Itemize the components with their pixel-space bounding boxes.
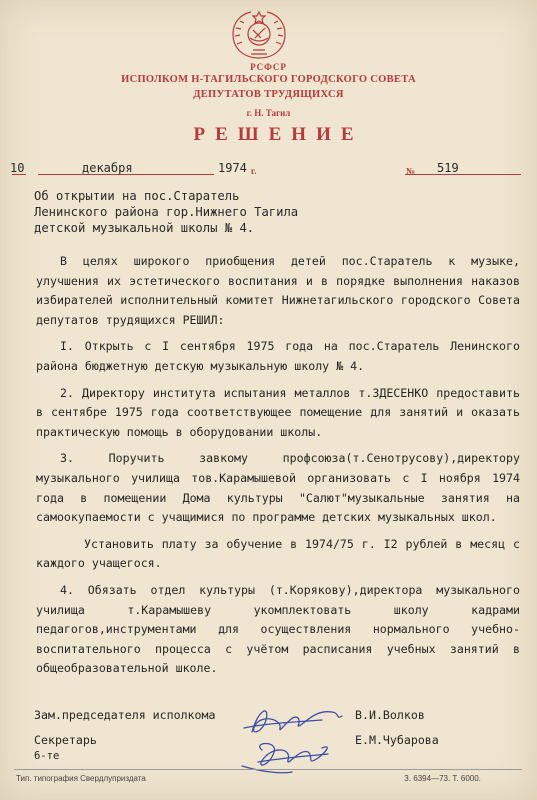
printer-imprint: Тип. типография Свердлуприздата [16,774,146,783]
subject-line: Об открытии на пос.Старатель [34,189,240,203]
subject-block [34,188,298,236]
number-label: № [406,166,416,176]
issuer-line-2: ДЕПУТАТОВ ТРУДЯЩИХСЯ [193,89,344,100]
secretary-name: Е.М.Чубарова [355,733,439,747]
handwritten-signatures [222,700,362,780]
clause-1: I. Открыть с I сентября 1975 года на пос.Старатель Ленинского района бюджетную детскую музыкальную школу № 4. [36,339,520,373]
state-emblem-icon [225,8,293,62]
clause-4: 4. Обязать отдел культуры (т.Корякову),директора музыкального училища т.Карамышеву укомплектовать школу кадрами педагогов,инструментами для осуществления нормального учебно-воспитательного процесса с учётом расписания учебных занятий в общеобразовательной школе. [36,582,520,676]
date-day: 10 [10,161,25,175]
number-underline [405,174,521,175]
copies-note: 6-те [34,750,60,762]
footer-divider [14,769,522,770]
clause-3-fee: Установить плату за обучение в 1974/75 г. I2 рублей в месяц с каждого учащегося. [36,536,520,571]
subject-line: Ленинского района гор.Нижнего Тагила [34,205,299,219]
deputy-name: В.И.Волков [355,708,425,722]
document-title: РЕШЕНИЕ [193,124,364,145]
rsfsr-label: РСФСР [250,62,287,72]
document-number: 519 [437,161,459,175]
decision-body [36,252,520,686]
print-order-number: З. 6394—73. Т. 6000. [404,774,481,783]
deputy-title: Зам.председателя исполкома [34,708,216,722]
subject-line: детской музыкальной школы № 4. [34,221,255,235]
preamble-paragraph: В целях широкого приобщения детей пос.Старатель к музыке, улучшения их эстетического воспитания и в порядке выполнения наказов избирателей исполнительный комитет Нижнетагильского городского Совета депутатов трудящихся РЕШИЛ: [36,254,520,327]
clause-3: 3. Поручить завкому профсоюза(т.Сенотрусову),директору музыкального училища тов.Карамышевой организовать с I ноября 1974 года в помещении Дома культуры "Салют"музыкальные занятия на самоокупаемости с учащимися по программе детских музыкальных школ. [36,451,520,525]
date-year: 1974 [218,161,247,175]
issuer-line-1: ИСПОЛКОМ Н-ТАГИЛЬСКОГО ГОРОДСКОГО СОВЕТА [121,74,416,85]
date-month: декабря [82,161,133,175]
year-suffix: г. [251,166,257,176]
secretary-title: Секретарь [34,733,97,747]
city-label: г. Н. Тагил [246,108,291,118]
clause-2: 2. Директору института испытания металлов т.ЗДЕСЕНКО предоставить в сентябре 1975 года соответствующее помещение для занятий и оказать практическую помощь в оборудовании школы. [36,385,520,439]
